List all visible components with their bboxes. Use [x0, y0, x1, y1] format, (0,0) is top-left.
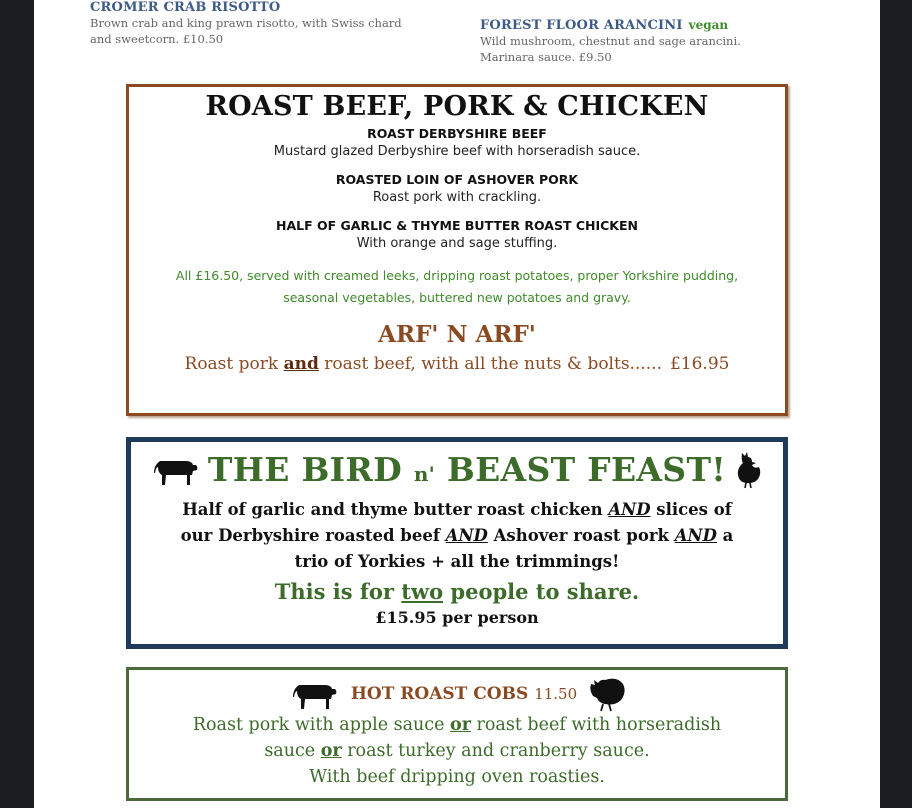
and-emphasis: AND [674, 526, 717, 545]
chicken-icon [732, 451, 762, 489]
roast-item-desc: Roast pork with crackling. [372, 190, 542, 205]
feast-text: Ashover roast pork [487, 526, 675, 545]
cow-icon [152, 453, 198, 487]
feast-desc-line [131, 523, 783, 549]
cobs-text: Roast pork with apple sauce [192, 715, 451, 735]
roast-section [126, 84, 788, 416]
menu-page [34, 0, 880, 808]
feast-title-row [131, 450, 783, 489]
vegan-badge: vegan [688, 18, 729, 32]
arf-n-arf-description [129, 354, 785, 374]
share-text: people to share. [443, 579, 640, 604]
roast-item-desc: With orange and sage stuffing. [356, 236, 558, 251]
arf-price: £16.95 [669, 354, 730, 374]
cobs-desc-line [129, 738, 785, 764]
feast-title-text: BEAST FEAST! [435, 450, 727, 489]
feast-title-text: THE BIRD [207, 450, 414, 489]
cobs-price: 11.50 [534, 685, 578, 703]
feast-text: our Derbyshire roasted beef [180, 526, 446, 545]
section-title: ROAST BEEF, PORK & CHICKEN [205, 91, 709, 122]
arf-and-emphasis: and [283, 354, 319, 374]
roast-item-desc: Mustard glazed Derbyshire beef with horseradish sauce. [273, 144, 641, 159]
cobs-title-text: HOT ROAST COBS [350, 684, 529, 704]
turkey-icon [587, 676, 627, 712]
item-desc-line: Marinara sauce. £9.50 [480, 50, 612, 64]
cow-icon [287, 677, 341, 711]
feast-title-text: n' [413, 462, 436, 486]
roast-item-name: HALF OF GARLIC & THYME BUTTER ROAST CHICKEN [276, 218, 638, 233]
served-line: All £16.50, served with creamed leeks, dripping roast potatoes, proper Yorkshire pudding, [175, 268, 739, 283]
menu-item-forest-floor-arancini [480, 14, 741, 65]
feast-price: £15.95 per person [375, 608, 539, 627]
arf-text: roast beef, with all the nuts & bolts...... [318, 354, 662, 374]
feast-text: slices of [650, 500, 732, 519]
cobs-desc-line: With beef dripping oven roasties. [309, 767, 605, 787]
and-emphasis: AND [608, 500, 651, 519]
cobs-desc-line [129, 712, 785, 738]
or-emphasis: or [320, 741, 342, 761]
cobs-text: roast beef with horseradish [470, 715, 722, 735]
feast-description [131, 497, 783, 575]
cobs-text: roast turkey and cranberry sauce. [341, 741, 650, 761]
feast-text: a [716, 526, 734, 545]
hot-roast-cobs-section [126, 667, 788, 801]
arf-text: Roast pork [184, 354, 284, 374]
item-desc-line: and sweetcorn. £10.50 [90, 32, 224, 46]
feast-share-note [131, 579, 783, 604]
served-line: seasonal vegetables, buttered new potatoes and gravy. [283, 290, 631, 305]
menu-item-cromer-crab-risotto [90, 0, 402, 47]
share-two-emphasis: two [401, 579, 444, 604]
and-emphasis: AND [445, 526, 488, 545]
feast-desc-line [131, 497, 783, 523]
item-desc-line: Wild mushroom, chestnut and sage arancini. [480, 34, 741, 48]
item-name: CROMER CRAB RISOTTO [90, 0, 281, 15]
cobs-text: sauce [264, 741, 321, 761]
roast-item-name: ROASTED LOIN OF ASHOVER PORK [335, 172, 579, 187]
roast-item-name: ROAST DERBYSHIRE BEEF [367, 126, 547, 141]
served-with-text [129, 265, 785, 309]
arf-n-arf-title: ARF' N ARF' [378, 321, 536, 348]
item-desc-line: Brown crab and king prawn risotto, with Swiss chard [90, 16, 402, 30]
cobs-title [351, 684, 577, 704]
or-emphasis: or [450, 715, 471, 735]
bird-n-beast-feast-section [126, 437, 788, 649]
item-name: FOREST FLOOR ARANCINI [480, 18, 683, 33]
feast-desc-line: trio of Yorkies + all the trimmings! [294, 552, 620, 571]
cobs-title-row [129, 676, 785, 712]
feast-title [208, 450, 726, 489]
share-text: This is for [274, 579, 402, 604]
feast-text: Half of garlic and thyme butter roast chicken [182, 500, 609, 519]
